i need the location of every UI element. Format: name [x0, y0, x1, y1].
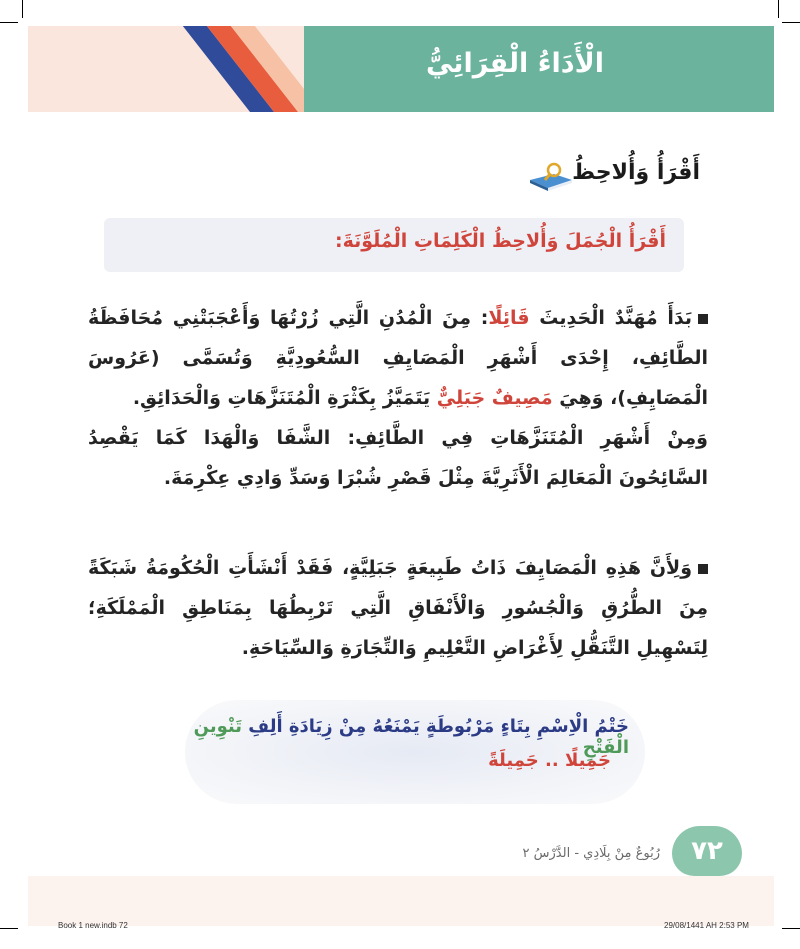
crop-mark: [782, 22, 800, 23]
print-mark-left: Book 1 new.indb 72: [58, 921, 128, 930]
footer-unit-text: رُبُوعٌ مِنْ بِلَادِي - الدَّرْسُ ٢: [522, 846, 660, 861]
paragraph-3-text: وَلِأَنَّ هَذِهِ الْمَصَايِفَ ذَاتُ طَبِيعَةٍ جَبَلِيَّةٍ، فَقَدْ أَنْشَأَتِ الْحُكُومَةُ شَبَكَةً مِنَ الطُّرُقِ وَالْجُسُورِ وَالْأَنْفَاقِ الَّتِي تَرْبِطُهَا بِمَنَاطِقِ الْمَمْلَكَةِ؛ لِتَسْهِيلِ التَّنَقُّلِ لِأَغْرَاضِ التَّعْلِيمِ وَالتِّجَارَةِ وَالسِّيَاحَةِ.: [88, 557, 708, 659]
rule-highlight: تَنْوِينِ الْفَتْحِ: [193, 716, 629, 758]
book-magnifier-icon: [528, 162, 574, 192]
paragraph-3: [88, 548, 708, 668]
page-number-badge: ٧٢: [672, 826, 742, 876]
bullet-square: [698, 314, 708, 324]
crop-mark: [782, 928, 800, 929]
rule-example: جَمِيلًا .. جَمِيلَةً: [488, 750, 611, 771]
paragraph-2: [88, 418, 708, 498]
rule-text: خَتْمُ الْاِسْمِ بِتَاءٍ مَرْبُوطَةٍ يَمْنَعُهُ مِنْ زِيَادَةِ أَلِفِ: [248, 716, 629, 737]
bullet-square: [698, 564, 708, 574]
lesson-header: [28, 26, 774, 112]
grammar-rule-box: [185, 700, 645, 804]
header-title: الْأَدَاءُ الْقِرَائِيُّ: [425, 48, 604, 79]
paragraph-2-text: وَمِنْ أَشْهَرِ الْمُتَنَزَّهَاتِ فِي الطَّائِفِ: الشَّفَا وَالْهَدَا كَمَا يَقْصِدُ السَّائِحُونَ الْمَعَالِمَ الْأَثَرِيَّةَ مِثْلَ قَصْرِ شُبْرَا وَسَدِّ وَادِي عِكْرِمَةَ.: [88, 427, 708, 489]
highlight-phrase: مَصِيفٌ جَبَلِيٌّ: [436, 387, 553, 409]
paragraph-1-text-b: : مِنَ الْمُدُنِ الَّتِي زُرْتُهَا وَأَعْجَبَتْنِي مُحَافَظَةُ الطَّائِفِ، إِحْدَى أَشْهَرِ الْمَصَايِفِ السُّعُودِيَّةِ وَتُسَمَّى (عَرُوسَ الْمَصَايِفِ)، وَهِيَ: [88, 307, 708, 409]
crop-mark: [0, 928, 18, 929]
crop-mark: [778, 0, 779, 18]
instruction-box: [104, 218, 684, 272]
print-mark-right: 29/08/1441 AH 2:53 PM: [664, 921, 749, 930]
paragraph-1-text-c: يَتَمَيَّزُ بِكَثْرَةِ الْمُتَنَزَّهَاتِ وَالْحَدَائِقِ.: [132, 387, 431, 409]
footer-band: [28, 876, 774, 926]
instruction-text: أَقْرَأُ الْجُمَلَ وَأُلاحِظُ الْكَلِمَاتِ الْمُلَوَّنَةَ:: [334, 230, 666, 252]
crop-mark: [0, 22, 18, 23]
paragraph-1-text-a: بَدَأَ مُهَنَّدٌ الْحَدِيثَ: [539, 307, 692, 329]
section-title: أَقْرَأُ وَأُلاحِظُ: [572, 160, 700, 185]
crop-mark: [22, 0, 23, 18]
highlight-word: قَائِلًا: [488, 307, 530, 329]
paragraph-1: [88, 298, 708, 418]
